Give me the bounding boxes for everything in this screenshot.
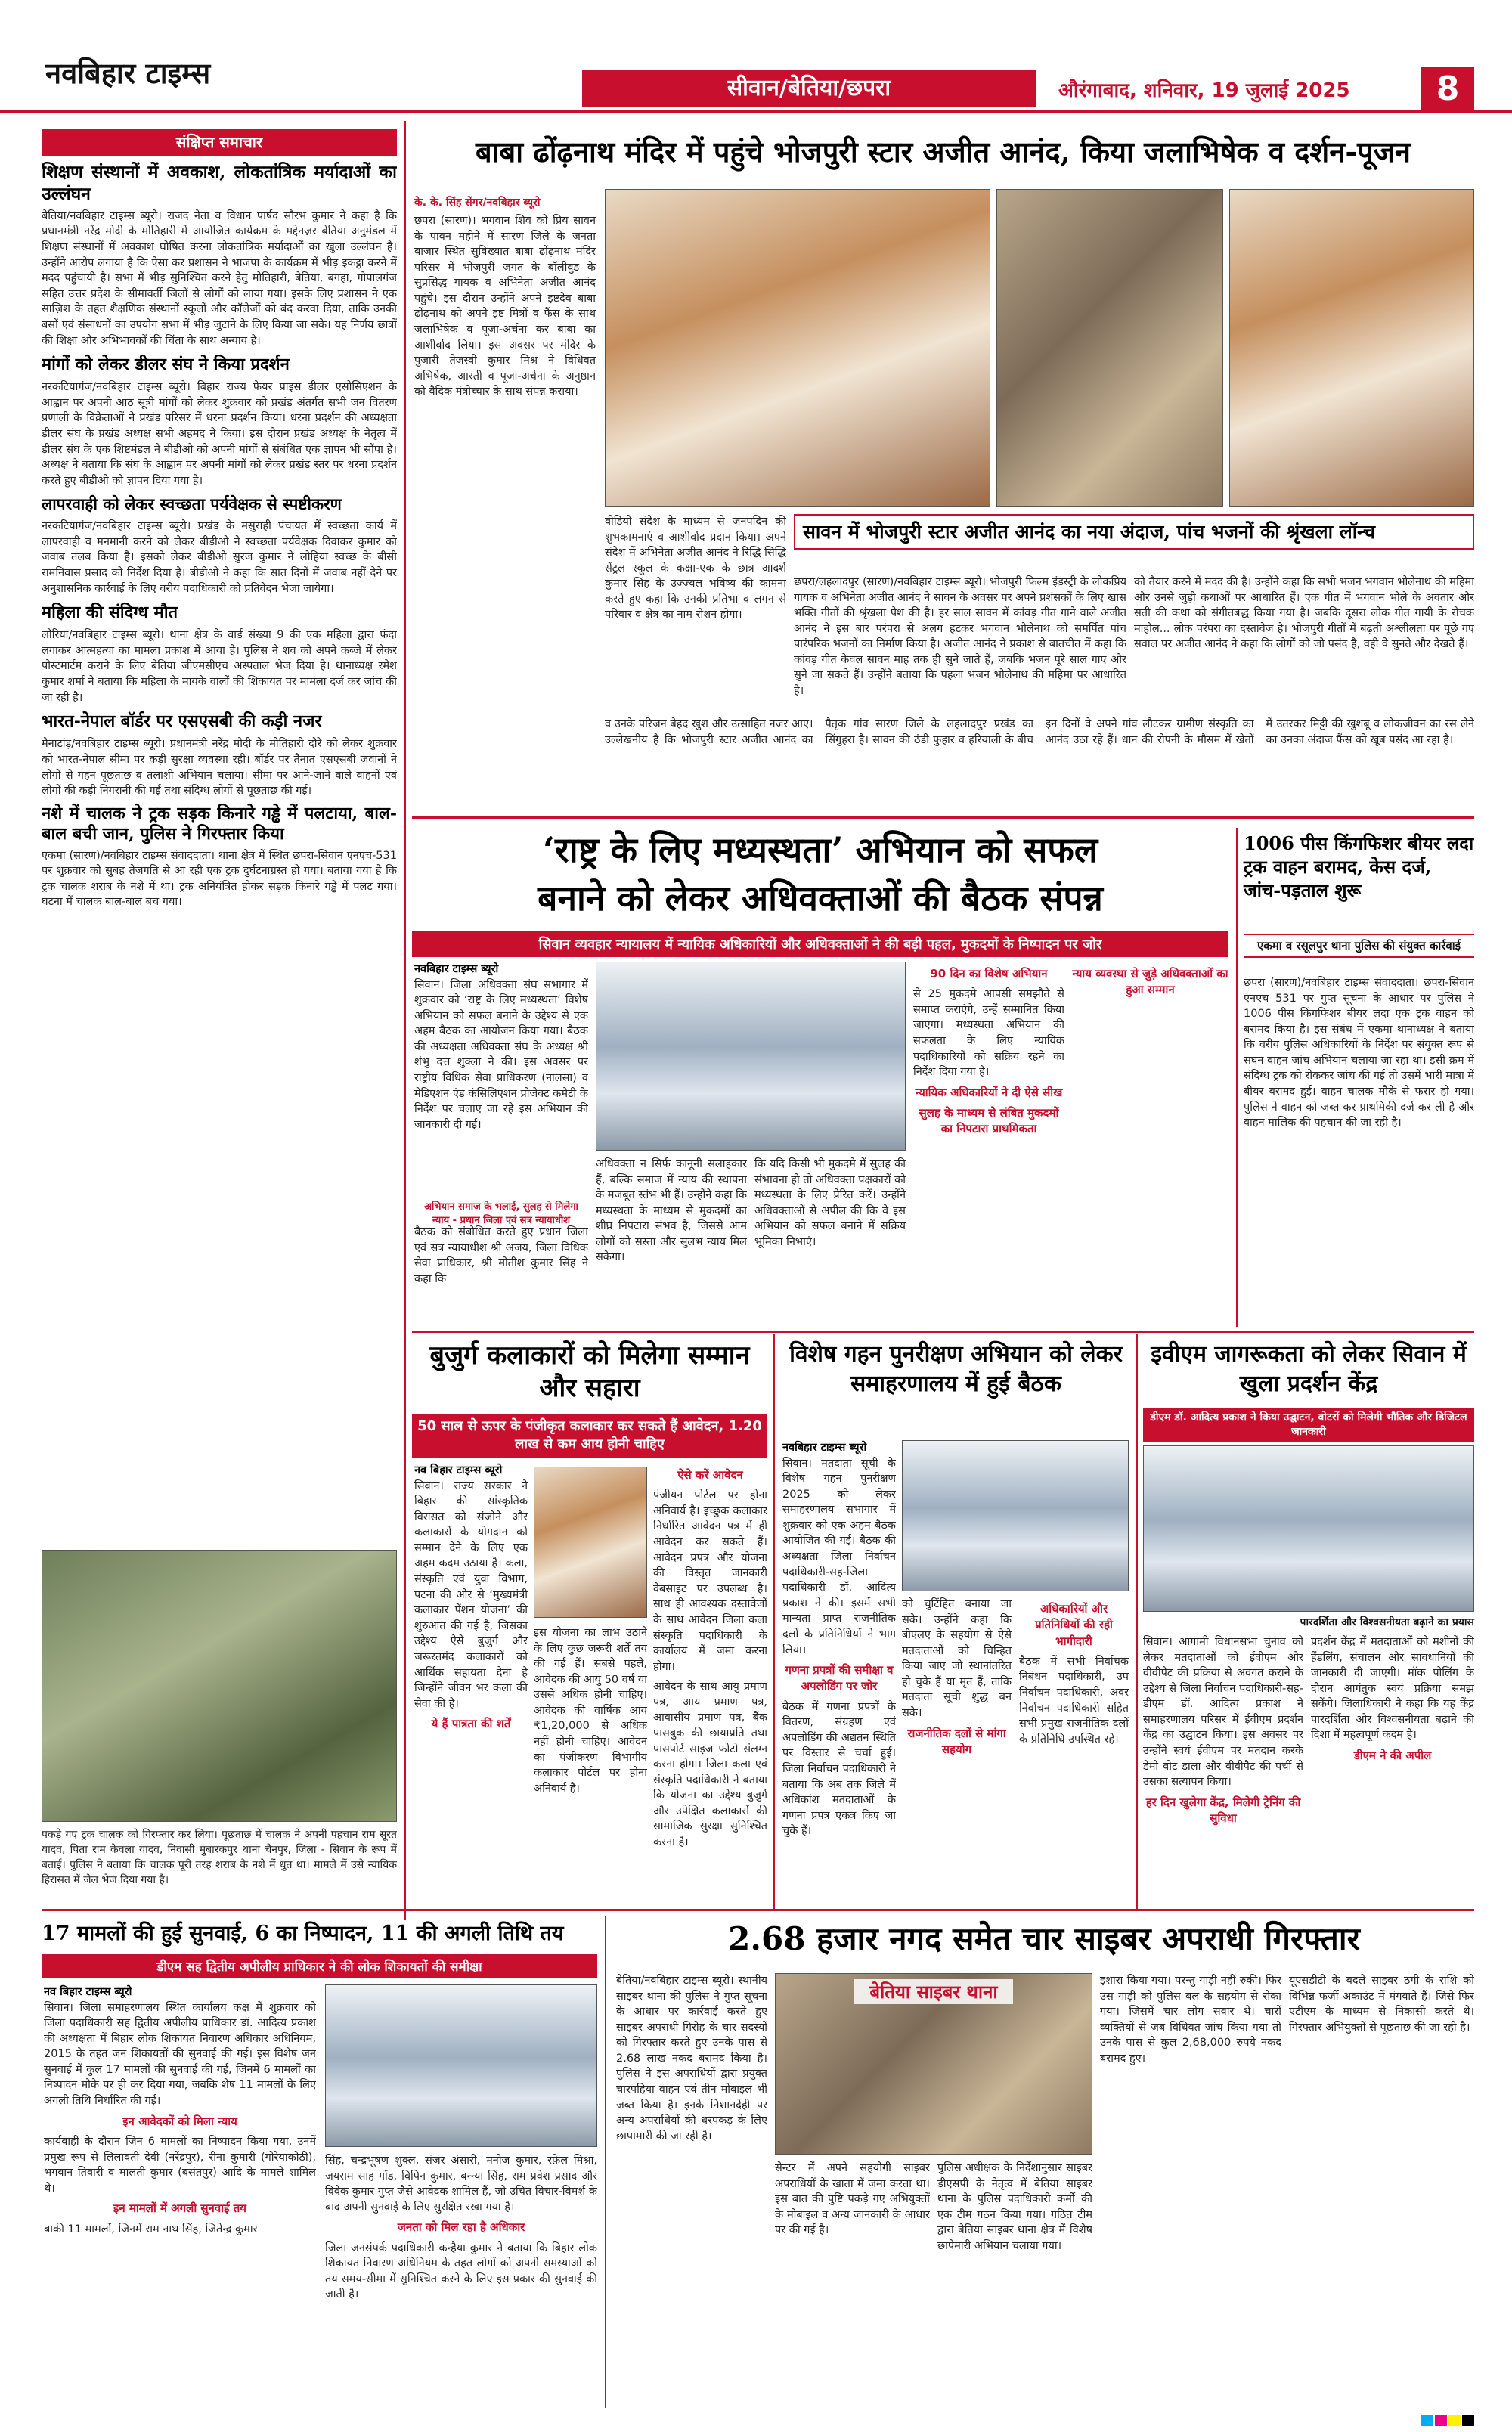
mediation-text-4: से 25 मुकदमे आपसी समझौते से समाप्त कराएंगे, उन्हें सम्मानित किया जाएगा। मध्यस्थता अभियान की सफलता के लिए न्यायिक पदाधिकारियों को सक्रिय रहने का निर्देश दिया गया है। [913, 988, 1064, 1079]
evm-photo [1143, 1445, 1474, 1612]
beer-body: छपरा (सारण)/नवबिहार टाइम्स संवाददाता। छपरा-सिवान एनएच 531 पर गुप्त सूचना के आधार पर पुलिस ने 1006 पीस किंगफिशर बीयर लदा एक ट्रक वाहन को बरामद किया है। इस संबंध में एकमा थानाध्यक्ष ने बताया कि वरीय पुलिस अधिकारियों के निर्देश पर संयुक्त रूप से सघन वाहन जांच अभियान चलाया जा रहा था। इसी क्रम में संदिग्ध ट्रक को रोककर जांच की गई तो उसमें भारी मात्रा में बीयर बरामद हुई। वाहन चालक मौके से फरार हो गया। पुलिस ने वाहन को जब्त कर प्राथमिकी दर्ज कर ली है और वाहन मालिक की पहचान की जा रही है। [1244, 977, 1474, 1129]
brief-title-5: भारत-नेपाल बॉर्डर पर एसएसबी की कड़ी नजर [42, 711, 322, 732]
artists-byline: नव बिहार टाइम्स ब्यूरो [414, 1464, 503, 1476]
mediation-kicker-2: सुलह के माध्यम से लंबित मुकदमों का निपटारा प्राथमिकता [919, 1106, 1059, 1136]
cases-headline: 17 मामलों की हुई सुनवाई, 6 का निष्पादन, 11 की अगली तिथि तय [42, 1922, 564, 1945]
section-rule [412, 816, 1474, 819]
column-divider-3 [773, 1334, 775, 1909]
cases-kicker-3: इन मामलों में अगली सुनवाई तय [113, 2201, 246, 2216]
mediation-headline-1: ‘राष्ट्र के लिए मध्यस्थता’ अभियान को सफल [542, 829, 1098, 870]
cases-kicker-1: इन आवेदकों को मिला न्याय [122, 2114, 237, 2128]
column-divider [404, 121, 406, 1920]
artists-text-4: आवेदन के साथ आयु प्रमाण पत्र, आय प्रमाण पत्र, आवासीय प्रमाण पत्र, बैंक पासबुक की छायाप्रति तथा पासपोर्ट साइज फोटो संलग्न करना होगा। जिला कला एवं संस्कृति पदाधिकारी ने बताया कि योजना का उद्देश्य बुजुर्ग और उपेक्षित कलाकारों की सामाजिक सुरक्षा सुनिश्चित करना है। [653, 1681, 767, 1849]
cases-col-2 [325, 2153, 597, 2408]
briefs-header: संक्षिप्त समाचार [42, 129, 397, 156]
cases-text-2: कार्यवाही के दौरान जिन 6 मामलों का निष्पादन किया गया, उनमें प्रमुख रूप से लिलावती देवी (नरेंद्रपुर), रीना कुमारी (गोरेयाकोठी), भगवान तिवारी व मालती कुमार (बसंतपुर) आदि के मामले शामिल थे। [44, 2135, 316, 2195]
evm-text-1: सिवान। आगामी विधानसभा चुनाव को लेकर मतदाताओं को ईवीएम और वीवीपैट की प्रक्रिया से अवगत कराने के उद्देश्य से जिला निर्वाचन पदाधिकारी-सह-डीएम डॉ. आदित्य प्रकाश ने समाहरणालय परिसर में ईवीएम प्रदर्शन केंद्र का उद्घाटन किया। इस अवसर पर उन्होंने स्वयं ईवीएम पर मतदान करके डेमो वोट डाला और वीवीपैट की पर्ची से उसका सत्यापन किया। [1143, 1636, 1303, 1789]
mediation-col-1 [414, 962, 588, 1188]
cases-text-1: सिवान। जिला समाहरणालय स्थित कार्यालय कक्ष में शुक्रवार को जिला पदाधिकारी सह द्वितीय अपीलीय प्राधिकार डॉ. आदित्य प्रकाश की अध्यक्षता में बिहार लोक शिकायत निवारण अधिकार अधिनियम, 2015 के तहत जन शिकायतों की सुनवाई की गई। इस विशेष जन सुनवाई में कुल 17 मामलों की सुनवाई की गई, जिनमें 6 मामलों का निष्पादन मौके पर ही कर दिया गया, जबकि शेष 11 मामलों के लिए अगली तिथि निर्धारित की गई। [44, 2001, 316, 2108]
mediation-col-3: कि यदि किसी भी मुकदमे में सुलह की संभावना हो तो अधिवक्ता पक्षकारों को मध्यस्थता के लिए प्रेरित करें। उन्होंने अधिवक्ताओं से अपील की कि वे इस अभियान को सफल बनाने में सक्रिय भूमिका निभाएं। [754, 1158, 906, 1248]
beer-headline: 1006 पीस किंगफिशर बीयर लदा ट्रक वाहन बरामद, केस दर्ज, जांच-पड़ताल शुरू [1244, 832, 1474, 902]
top-byline: के. के. सिंह सेंगर/नवबिहार ब्यूरो [414, 197, 541, 209]
artists-text-1: सिवान। राज्य सरकार ने बिहार की सांस्कृतिक विरासत को संजोने और कलाकारों के योगदान को सम्मान देने के लिए एक अहम कदम उठाया है। कला, संस्कृति एवं युवा विभाग, पटना की ओर से ‘मुख्यमंत्री कलाकार पेंशन योजना’ की शुरुआत की गई है, जिसका उद्देश्य ऐसे बुजुर्ग और जरूरतमंद कलाकारों को आर्थिक सहायता देना है जिन्होंने जीवन भर कला की सेवा की है। [414, 1479, 528, 1710]
cases-photo [325, 1984, 597, 2147]
temple-photo-3 [1229, 189, 1474, 507]
evm-deck: डीएम डॉ. आदित्य प्रकाश ने किया उद्घाटन, वोटरों को मिलेगी भौतिक और डिजिटल जानकारी [1143, 1408, 1474, 1442]
sir-col-1 [782, 1440, 896, 1894]
sir-col-2 [902, 1597, 1012, 1894]
temple-photo-2 [996, 189, 1223, 507]
evm-headline: इवीएम जागरूकता को लेकर सिवान में खुला प्रदर्शन केंद्र [1151, 1341, 1467, 1397]
cmyk-mark-m [1435, 2415, 1447, 2426]
artists-col-3 [653, 1463, 767, 1894]
section-rule-3 [42, 1909, 1474, 1911]
sir-headline: विशेष गहन पुनरीक्षण अभियान को लेकर समाहरणालय में हुई बैठक [789, 1341, 1123, 1397]
brief-body-1: बेतिया/नवबिहार टाइम्स ब्यूरो। राजद नेता व विधान पार्षद सौरभ कुमार ने कहा है कि प्रधानमंत्री नरेंद्र मोदी के मोतिहारी में आयोजित कार्यक्रम के मद्देनज़र बेतिया अनुमंडल में शिक्षण संस्थानों में अवकाश घोषित करना लोकतांत्रिक मर्यादाओं का खुला उल्लंघन है। उन्होंने आरोप लगाया है कि ऐसा कर प्रशासन ने भाजपा के कार्यक्रम में भीड़ इकट्ठा करने में मदद पहुंचायी है। सभा में भीड़ सुनिश्चित करने हेतु मोतिहारी, बेतिया, बगहा, गोपालगंज सहित उत्तर प्रदेश के सीमावर्ती जिलों से लोगों को लाया गया। इसके लिए प्रशासन ने एक साज़िश के तहत शैक्षणिक संस्थानों स्कूलों और कॉलेजों को बंद करवा दिया, ताकि उनकी बसों एवं संसाधनों का उपयोग सभा में भीड़ जुटाने के लिए किया जा सके। यह निर्णय छात्रों की शिक्षा और अभिभावकों की चिंता के साथ अन्याय है। [42, 209, 397, 347]
cases-tail: बाकी 11 मामलों, जिनमें राम नाथ सिंह, जितेन्द्र कुमार [44, 2223, 258, 2235]
brief-body-2: नरकटियागंज/नवबिहार टाइम्स ब्यूरो। बिहार राज्य फेयर प्राइस डीलर एसोसिएशन के आह्वान पर अपनी आठ सूत्री मांगों को लेकर शुक्रवार को प्रखंड अंतर्गत सभी जन वितरण प्रणाली के विक्रेताओं ने प्रखंड परिसर में धरना प्रदर्शन किया। धरना प्रदर्शन की अध्यक्षता डीलर संघ के प्रखंड अध्यक्ष सभी अहमद ने किया। इस दौरान प्रखंड अध्यक्ष के नेतृत्व में डीलर संघ के एक शिष्टमंडल ने बीडीओ को अपनी मांगों से संबंधित एक ज्ञापन भी सौंपा है। अध्यक्ष ने बताया कि संघ के आह्वान पर अपनी मांगों को लेकर प्रखंड स्तर पर धरना प्रदर्शन करते हुए बीडीओ को ज्ञापन दिया गया है। [42, 381, 397, 487]
artists-kicker-1: ये हैं पात्रता की शर्तें [431, 1717, 511, 1731]
brief-body-3: नरकटियागंज/नवबिहार टाइम्स ब्यूरो। प्रखंड के मसुराही पंचायत में स्वच्छता कार्य में लापरवाही व मनमानी करने को लेकर बीडीओ ने स्वच्छता पर्यवेक्षक दिवाकर कुमार को जवाब तलब किया है। इसको लेकर बीडीओ सुरज कुमार ने लोहिया स्वच्छ के बीसी रामनिवास प्रसाद को निर्देश दिया है। बीडीओ ने कहा कि सात दिनों में जवाब नहीं देने पर अनुशासनिक कार्रवाई के लिए वरीय पदाधिकारी को प्रतिवेदन भेजा जायेगा। [42, 520, 397, 595]
cases-deck: डीएम सह द्वितीय अपीलीय प्राधिकार ने की लोक शिकायतों की समीक्षा [42, 1954, 597, 1978]
sir-kicker-2: राजनीतिक दलों से मांगा सहयोग [907, 1726, 1006, 1756]
top-body-2: वीडियो संदेश के माध्यम से जनपदिन की शुभकामनाएं व आशीर्वाद प्रदान किया। अपने संदेश में अभिनेता अजीत आनंद ने रिद्धि सिद्धि सेंट्रल स्कूल के कक्षा-एक के छात्र आदर्श कुमार सिंह के उज्ज्वल भविष्य की कामना करते हुए कहा कि उनकी प्रतिभा व लगन से परिवार व क्षेत्र का नाम रोशन होगा। [605, 516, 786, 621]
dateline: औरंगाबाद, शनिवार, 19 जुलाई 2025 [1058, 79, 1350, 102]
evm-kicker-2: हर दिन खुलेगा केंद्र, मिलेगी ट्रेनिंग की सुविधा [1145, 1795, 1301, 1826]
column-divider-2 [1236, 828, 1238, 1327]
brief-title-4: महिला की संदिग्ध मौत [42, 603, 178, 623]
column-divider-4 [1136, 1334, 1138, 1909]
mediation-text-1b: बैठक को संबोधित करते हुए प्रधान जिला एवं सत्र न्यायाधीश श्री अजय, जिला विधिक सेवा प्राधिकार, श्री मोतीश कुमार सिंह ने कहा कि [414, 1226, 588, 1285]
cases-kicker-2: जनता को मिल रहा है अधिकार [397, 2220, 525, 2235]
top-body: छपरा (सारण)। भगवान शिव को प्रिय सावन के पावन महीने में सारण जिले के जनता बाजार स्थित सुविख्यात बाबा ढोंढ़नाथ मंदिर परिसर में भोजपुरी जगत के बॉलीवुड के सुप्रसिद्ध गायक व अभिनेता अजीत आनंद पहुंचे। इस दौरान उन्होंने अपने इष्टदेव बाबा ढोंढ़नाथ को अपने इष्ट मित्रों व फैंस के साथ जलाभिषेक व पूजा-अर्चना कर बाबा का आशीर्वाद लिया। इस अवसर पर मंदिर के पुजारी तेजस्वी कुमार मिश्र ने विधिवत अभिषेक, आरती व पूजा-अर्चना के अनुष्ठान को वैदिक मंत्रोच्चार के साथ संपन्न कराया। [414, 215, 596, 398]
cyber-col-4: इशारा किया गया। परन्तु गाड़ी नहीं रुकी। फिर उस गाड़ी को पुलिस बल के सहयोग से रोका गया। जिसमें चार लोग सवार थे। चारों व्यक्तियों से जब विधिवत जांच किया गया तो उनके पास से कुल 2,68,000 रुपये नकद बरामद हुए। [1100, 1975, 1281, 2065]
cyber-photo-banner: बेतिया साइबर थाना [854, 1979, 1013, 2004]
mediation-deck: सिवान व्यवहार न्यायालय में न्यायिक अधिकारियों और अधिवक्ताओं ने की बड़ी पहल, मुकदमों के निष्पादन पर जोर [412, 931, 1228, 957]
artists-headline: बुजुर्ग कलाकारों को मिलेगा सम्मान और सहारा [429, 1340, 750, 1403]
section-rule-2 [412, 1331, 1474, 1333]
sir-photo [902, 1440, 1129, 1591]
artists-text-2: इस योजना का लाभ उठाने के लिए कुछ जरूरी शर्तें तय की गई हैं। सबसे पहले, आवेदक की आयु 50 वर्ष या उससे अधिक होनी चाहिए। आवेदक की वार्षिक आय ₹1,20,000 से अधिक नहीं होनी चाहिए। आवेदन का पंजीकरण विभागीय कलाकार पोर्टल पर होना अनिवार्य है। [534, 1627, 647, 1795]
mediation-col-4 [913, 962, 1064, 1323]
temple-photo-1 [605, 189, 990, 507]
cases-col-1 [44, 1984, 316, 2408]
sir-text-4: बैठक में सभी निर्वाचक निबंधन पदाधिकारी, उप निर्वाचन पदाधिकारी, अवर निर्वाचन पदाधिकारी सहित सभी प्रमुख राजनीतिक दलों के प्रतिनिधि उपस्थित रहे। [1019, 1655, 1129, 1746]
evm-caption: पारदर्शिता और विश्वसनीयता बढ़ाने का प्रयास [1300, 1616, 1474, 1628]
newspaper-brand: नवबिहार टाइम्स [45, 56, 211, 90]
artists-kicker-2: ऐसे करें आवेदन [677, 1468, 743, 1482]
sir-kicker-1: गणना प्रपत्रों की समीक्षा व अपलोडिंग पर जोर [785, 1663, 894, 1693]
top-headline: बाबा ढोंढ़नाथ मंदिर में पहुंचे भोजपुरी स्टार अजीत आनंद, किया जलाभिषेक व दर्शन-पूजन [476, 135, 1411, 169]
sir-byline: नवबिहार टाइम्स ब्यूरो [782, 1442, 867, 1454]
mediation-byline: नवबिहार टाइम्स ब्यूरो [414, 963, 499, 975]
brief-body-6: एकमा (सारण)/नवबिहार टाइम्स संवाददाता। थाना क्षेत्र में स्थित छपरा-सिवान एनएच-531 पर शुक्रवार को सुबह तेजगति से आ रही एक ट्रक दुर्घटनाग्रस्त हो गया। बताया गया है कि ट्रक चालक शराब के नशे में था। ट्रक अनियंत्रित होकर सड़क किनारे गड्ढे में पलट गया। घटना में चालक बाल-बाल बच गया। [42, 849, 397, 909]
section-band: सीवान/बेतिया/छपरा [582, 70, 1036, 107]
sir-kicker-3: अधिकारियों और प्रतिनिधियों की रही भागीदारी [1035, 1602, 1113, 1648]
page-number: 8 [1421, 67, 1474, 112]
truck-accident-photo [42, 1550, 397, 1822]
column-divider-5 [605, 1916, 606, 2408]
evm-col-2 [1311, 1634, 1474, 1894]
cmyk-mark-y [1448, 2415, 1461, 2426]
cyber-col-5: यूएसडीटी के बदले साइबर ठगी के राशि को विभिन्न फर्जी अकाउंट में मंगवाते हैं। जिसे फिर एटीएम के माध्यम से निकासी करते थे। गिरफ्तार अभियुक्तों से पूछताछ की जा रही है। [1289, 1975, 1474, 2034]
cmyk-mark-k [1462, 2415, 1474, 2426]
beer-deck: एकमा व रसूलपुर थाना पुलिस की संयुक्त कार्रवाई [1244, 934, 1474, 958]
brief-title-3: लापरवाही को लेकर स्वच्छता पर्यवेक्षक से स्पष्टीकरण [42, 494, 342, 514]
mediation-kicker-5: न्याय व्यवस्था से जुड़े अधिवक्ताओं का हुआ सम्मान [1072, 967, 1228, 997]
mediation-photo [596, 962, 906, 1151]
artists-deck: 50 साल से ऊपर के पंजीकृत कलाकार कर सकते हैं आवेदन, 1.20 लाख से कम आय होनी चाहिए [412, 1414, 767, 1458]
artists-col-1 [414, 1463, 528, 1894]
evm-kicker-1: डीएम ने की अपील [1353, 1749, 1432, 1763]
cases-byline: नव बिहार टाइम्स ब्यूरो [44, 1986, 132, 1998]
cmyk-mark-c [1421, 2415, 1433, 2426]
artists-text-3: पंजीयन पोर्टल पर होना अनिवार्य है। इच्छुक कलाकार निर्धारित आवेदन पत्र में ही आवेदन कर सकते हैं। आवेदन प्रपत्र और योजना की विस्तृत जानकारी वेबसाइट पर उपलब्ध है। साथ ही आवश्यक दस्तावेजों के साथ आवेदन जिला कला संस्कृति पदाधिकारी के कार्यालय में जमा करना होगा। [653, 1489, 767, 1673]
evm-text-2: प्रदर्शन केंद्र में मतदाताओं को मशीनों की हैंडलिंग, संचालन और सावधानियों की जानकारी दी जाएगी। मॉक पोलिंग के दौरान आगंतुक स्वयं प्रक्रिया समझ सकेंगे। जिलाधिकारी ने कहा कि यह केंद्र पारदर्शिता और विश्वसनीयता बढ़ाने की दिशा में महत्वपूर्ण कदम है। [1311, 1636, 1474, 1742]
cyber-headline: 2.68 हजार नगद समेत चार साइबर अपराधी गिरफ्तार [728, 1920, 1360, 1957]
mediation-kicker-3: 90 दिन का विशेष अभियान [930, 967, 1048, 981]
mediation-kicker-4: न्यायिक अधिकारियों ने दी ऐसे सीख [915, 1085, 1063, 1099]
sub-body: छपरा/लहलादपुर (सारण)/नवबिहार टाइम्स ब्यूरो। भोजपुरी फिल्म इंडस्ट्री के लोकप्रिय गायक व अभिनेता अजीत आनंद ने सावन के अवसर पर अपने प्रशंसकों के लिए खास भक्ति गीतों की श्रृंखला पेश की है। हर साल सावन में कांवड़ गीत गाने वाले अजीत आनंद ने इस बार परंपरा से अलग हटकर भगवान भोलेनाथ को समर्पित पांच पारंपरिक भजनों का निर्माण किया है। अजीत आनंद ने प्रकाश से बातचीत में कहा कि कांवड़ गीत केवल सावन माह तक ही सुने जाते हैं, जबकि भजन पूरे साल गाए और सुने जा सकते हैं। उन्होंने बताया कि पहला भजन भोलेनाथ की महिमा पर आधारित है। [794, 576, 1126, 698]
brief-body-4: लौरिया/नवबिहार टाइम्स ब्यूरो। थाना क्षेत्र के वार्ड संख्या 9 की एक महिला द्वारा फंदा लगाकर आत्महत्या का मामला प्रकाश में आया है। पुलिस ने शव को अपने कब्जे में लेकर पोस्टमार्टम कराने के लिए बेतिया जीएमसीएच अस्पताल भेज दिया है। थानाध्यक्ष रमेश कुमार शर्मा ने बताया कि महिला के मायके वालों की शिकायत पर मामला दर्ज कर जांच की जा रही है। [42, 629, 397, 704]
sir-text-3: को चुटिंहित बनाया जा सके। उन्होंने कहा कि बीएलए के सहयोग से ऐसे मतदाताओं को चिन्हित किया जाए जो स्थानांतरित हो चुके हैं या मृत हैं, ताकि मतदाता सूची शुद्ध बन सके। [902, 1598, 1012, 1720]
sub-body-2: को तैयार करने में मदद की है। उन्होंने कहा कि सभी भजन भगवान भोलेनाथ की महिमा और उनसे जुड़ी कथाओं पर आधारित हैं। एक गीत में भगवान भोले के अवतार और सती की कथा को संगीतबद्ध किया गया है। जबकि दूसरा लोक गीत गायी के रोचक माहौल... लोक परंपरा का दस्तावेज है। भोजपुरी गीतों में बढ़ती अश्लीलता पर पूछे गए सवाल पर अजीत आनंद ने कहा कि लोगों को जो पसंद है, वही वे सुनते और देखते हैं। [1134, 576, 1474, 651]
top-strip: व उनके परिजन बेहद खुश और उत्साहित नजर आए। उल्लेखनीय है कि भोजपुरी स्टार अजीत आनंद का पैतृक गांव सारण जिले के लहलादपुर प्रखंड का सिंगुहरा है। सावन की ठंडी फुहार व हरियाली के बीच इन दिनों वे अपने गांव लौटकर ग्रामीण संस्कृति का आनंद उठा रहे हैं। धान की रोपनी के मौसम में खेतों में उतरकर मिट्टी की खुशबू व लोकजीवन का रस लेने का उनका अंदाज फैंस को खूब पसंद आ रहा है। [605, 718, 1474, 746]
cyber-col-3: पुलिस अधीक्षक के निर्देशानुसार साइबर डीएसपी के नेतृत्व में बेतिया साइबर थाना के पुलिस पदाधिकारी कर्मी की एक टीम गठन किया गया। गठित टीम द्वारा बेतिया साइबर थाना क्षेत्र में विशेष छापेमारी अभियान चलाया गया। [937, 2162, 1092, 2252]
sub-headline: सावन में भोजपुरी स्टार अजीत आनंद का नया अंदाज, पांच भजनों की श्रृंखला लॉन्च [794, 514, 1474, 550]
artists-photo [534, 1467, 647, 1618]
mediation-text-1: सिवान। जिला अधिवक्ता संघ सभागार में शुक्रवार को ‘राष्ट्र के लिए मध्यस्थता’ विशेष अभियान को सफल बनाने के उद्देश्य से एक अहम बैठक का आयोजन किया गया। बैठक की अध्यक्षता अधिवक्ता संघ के अध्यक्ष श्री शंभु दत्त शुक्ला ने की। इस अवसर पर राष्ट्रीय विधिक सेवा प्राधिकरण (नालसा) व मेडिएशन एंड कंसिलिएशन प्रोजेक्ट कमेटी के निर्देश पर चलाए जा रहे इस अभियान की जानकारी दी गई। [414, 978, 588, 1131]
brief-title-1: शिक्षण संस्थानों में अवकाश, लोकतांत्रिक मर्यादाओं का उल्लंघन [42, 162, 397, 205]
mediation-col-2: अधिवक्ता न सिर्फ कानूनी सलाहकार हैं, बल्कि समाज में न्याय की स्थापना के मजबूत स्तंभ भी हैं। उन्होंने कहा कि मध्यस्थता के माध्यम से मुकदमों का शीघ्र निपटारा संभव है, जिससे आम लोगों को सस्ता और सुलभ न्याय मिल सकेगा। [596, 1158, 747, 1264]
mediation-col-5 [1072, 962, 1228, 1323]
sir-text-1: सिवान। मतदाता सूची के विशेष गहन पुनरीक्षण 2025 को लेकर समाहरणालय सभागार में शुक्रवार को एक अहम बैठक आयोजित की गई। बैठक की अध्यक्षता जिला निर्वाचन पदाधिकारी-सह-जिला पदाधिकारी डॉ. आदित्य प्रकाश ने की। इसमें सभी मान्यता प्राप्त राजनीतिक दलों के प्रतिनिधियों ने भाग लिया। [782, 1457, 896, 1656]
cyber-col-2: सेन्टर में अपने सहयोगी साइबर अपराधियों के खाता में जमा करता था। इस बात की पुष्टि पकड़े गए अभियुक्तों के मोबाइल व अन्य जानकारी के आधार पर की गई है। [775, 2162, 930, 2237]
sir-text-2: बैठक में गणना प्रपत्रों के वितरण, संग्रहण एवं अपलोडिंग की अद्यतन स्थिति पर विस्तार से चर्चा हुई। जिला निर्वाचन पदाधिकारी ने बताया कि अब तक जिले में अधिकांश मतदाताओं के गणना प्रपत्र एकत्र किए जा चुके हैं। [782, 1700, 896, 1838]
cases-text-3: सिंह, चन्द्रभूषण शुक्ल, संजर अंसारी, मनोज कुमार, रफ़ेल मिश्रा, जयराम साह गोंड, विपिन कुमार, बन्न्या सिंह, राम प्रवेश प्रसाद और विवेक कुमार गुप्त जैसे आवेदक शामिल हैं, जो उचित विचार-विमर्श के बाद अपनी सुनवाई के लिए सुरक्षित रखा गया है। [325, 2155, 597, 2214]
evm-col-1 [1143, 1634, 1303, 1894]
brief-body-5: मैनाटांड़/नवबिहार टाइम्स ब्यूरो। प्रधानमंत्री नरेंद्र मोदी के मोतिहारी दौरे को लेकर शुक्रवार को भारत-नेपाल सीमा पर कड़ी सुरक्षा व्यवस्था रही। बॉर्डर पर तैनात एसएसबी जवानों ने लोगों से गहन पूछताछ व तलाशी अभियान चलाया। सीमा पर आने-जाने वाले वाहनों एवं लोगों की कड़ी निगरानी की गई तथा संदिग्ध लोगों से पूछताछ की गई। [42, 738, 397, 798]
brief-title-6: नशे में चालक ने ट्रक सड़क किनारे गड्ढे में पलटाया, बाल-बाल बची जान, पुलिस ने गिरफ्तार किया [42, 803, 397, 844]
brief-title-2: मांगों को लेकर डीलर संघ ने किया प्रदर्शन [42, 355, 290, 375]
mediation-headline-2: बनाने को लेकर अधिवक्ताओं की बैठक संपन्न [538, 878, 1103, 919]
truck-photo-caption: पकड़े गए ट्रक चालक को गिरफ्तार कर लिया। पूछताछ में चालक ने अपनी पहचान राम सूरत यादव, पिता राम केवला यादव, निवासी मुबारकपुर थाना चैनपुर, जिला - सिवान के रूप में बताई। पुलिस ने बताया कि चालक पूरी तरह शराब के नशे में धुत था। मामले में उसे न्यायिक हिरासत में जेल भेज दिया गया है। [42, 1829, 397, 1886]
mediation-kicker-1: अभियान समाज के भलाई, सुलह से मिलेगा न्याय - प्रधान जिला एवं सत्र न्यायाधीश [424, 1201, 578, 1226]
cases-text-4: जिला जनसंपर्क पदाधिकारी कन्हैया कुमार ने बताया कि बिहार लोक शिकायत निवारण अधिनियम के तहत लोगों को अपनी समस्याओं को तय समय-सीमा में सुनिश्चित करने के लिए इस प्रकार की सुनवाई की जाती है। [325, 2241, 597, 2301]
sir-col-3 [1019, 1597, 1129, 1894]
cyber-col-1: बेतिया/नवबिहार टाइम्स ब्यूरो। स्थानीय साइबर थाना की पुलिस ने गुप्त सूचना के आधार पर कार्रवाई करते हुए साइबर अपराधी गिरोह के चार सदस्यों को गिरफ्तार करते हुए उनके पास से 2.68 लाख नकद बरामद किया है। पुलिस ने इस अपराधियों द्वारा प्रयुक्त चारपहिया वाहन एवं तीन मोबाइल भी जब्त किया है। इनके निशानदेही पर अन्य अपराधियों की धरपकड़ के लिए छापामारी की जा रही है। [616, 1975, 767, 2142]
